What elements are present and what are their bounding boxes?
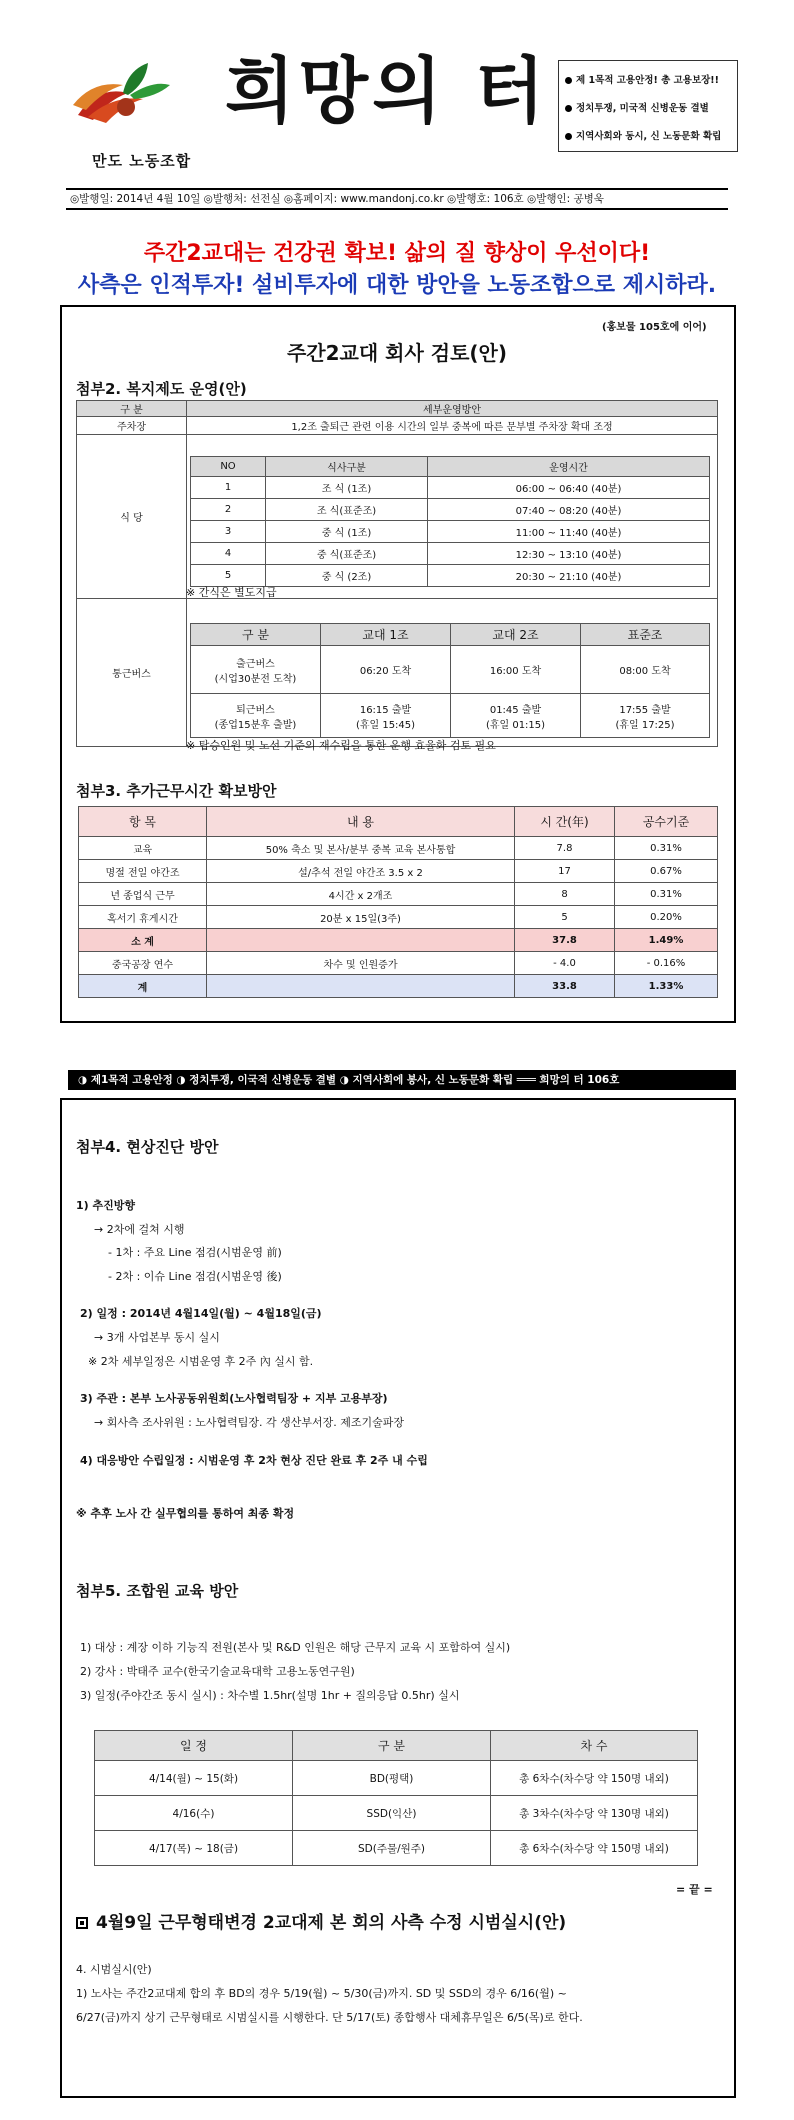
paragraph-line: 6/27(금)까지 상기 근무형태로 시범실시를 시행한다. 단 5/17(토) 종합행사 대체휴무일은 6/5(목)로 한다.	[76, 2011, 583, 2024]
table-header: 표준조	[581, 624, 710, 646]
table-cell	[207, 929, 515, 952]
table-header: 공수기준	[615, 807, 718, 837]
list-item: ※ 추후 노사 간 실무협의를 통하여 최종 확정	[76, 1507, 295, 1520]
table-header: 시 간(年)	[515, 807, 615, 837]
table-cell: 차수 및 인원증가	[207, 952, 515, 975]
table-cell: 조 식(표준조)	[266, 499, 428, 521]
table-cell: 1	[191, 477, 266, 499]
list-item: 3) 주관 : 본부 노사공동위원회(노사협력팀장 + 지부 고용부장)	[80, 1392, 388, 1405]
table-row	[79, 860, 718, 883]
table-cell: - 0.16%	[615, 952, 718, 975]
table-cell: 08:00 도착	[581, 646, 710, 694]
table-cell: 5	[191, 565, 266, 587]
table-cell: 계	[79, 975, 207, 998]
table-cell: 주차장	[77, 417, 187, 435]
table-cell: 1.49%	[615, 929, 718, 952]
table-cell: SD(주물/원주)	[293, 1831, 491, 1866]
section-title: 첨부2. 복지제도 운영(안)	[76, 380, 247, 398]
list-item: ※ 2차 세부일정은 시범운영 후 2주 內 실시 함.	[88, 1355, 314, 1368]
table-header: 차 수	[491, 1731, 698, 1761]
table-cell: 1,2조 출퇴근 관련 이용 시간의 일부 중복에 따른 문부별 주차장 확대 조정	[187, 417, 718, 435]
list-item: 1) 대상 : 계장 이하 기능직 전원(본사 및 R&D 인원은 해당 근무지 교육 시 포함하여 실시)	[80, 1641, 511, 1654]
table-header: 항 목	[79, 807, 207, 837]
table-cell: 20:30 ~ 21:10 (40분)	[428, 565, 710, 587]
table-cell: 17:55 출발 (휴일 17:25)	[581, 694, 710, 738]
table-cell: 4	[191, 543, 266, 565]
list-item: 4) 대응방안 수립일정 : 시범운영 후 2차 현상 진단 완료 후 2주 내 수립	[80, 1454, 428, 1467]
table-cell	[207, 975, 515, 998]
slogan-item: 제 1목적 고용안정! 총 고용보장!!	[565, 67, 731, 95]
table-cell: 12:30 ~ 13:10 (40분)	[428, 543, 710, 565]
table-header: 구 분	[191, 624, 321, 646]
table-cell: 17	[515, 860, 615, 883]
publication-info-bar: ◎발행일: 2014년 4월 10일 ◎발행처: 선전실 ◎홈페이지: www.mandonj.co.kr ◎발행호: 106호 ◎발행인: 공병욱	[66, 188, 728, 210]
paragraph-line: 1) 노사는 주간2교대제 합의 후 BD의 경우 5/19(월) ~ 5/30(금)까지. SD 및 SSD의 경우 6/16(월) ~	[76, 1987, 567, 2000]
list-item: → 2차에 걸쳐 시행	[94, 1223, 185, 1236]
table-cell: 총 3차수(차수당 약 130명 내외)	[491, 1796, 698, 1831]
table-cell: 총 6차수(차수당 약 150명 내외)	[491, 1831, 698, 1866]
bullet-icon	[565, 133, 572, 140]
table-cell: 0.31%	[615, 837, 718, 860]
table-row	[191, 646, 710, 694]
table-row	[79, 906, 718, 929]
table-cell: 01:45 출발 (휴일 01:15)	[451, 694, 581, 738]
table-cell: 0.67%	[615, 860, 718, 883]
table-row	[191, 477, 710, 499]
union-name: 만도 노동조합	[92, 152, 192, 170]
table-cell: SSD(익산)	[293, 1796, 491, 1831]
section-title: 첨부5. 조합원 교육 방안	[76, 1582, 239, 1600]
table-cell: BD(평택)	[293, 1761, 491, 1796]
table-header-row	[95, 1731, 698, 1761]
table-cell: 혹서기 휴게시간	[79, 906, 207, 929]
headline-blue: 사측은 인적투자! 설비투자에 대한 방안을 노동조합으로 제시하라.	[77, 273, 717, 298]
table-cell: 중 식 (1조)	[266, 521, 428, 543]
table-header-row	[79, 807, 718, 837]
table-row	[95, 1831, 698, 1866]
education-table	[94, 1730, 698, 1866]
list-item: 1) 추진방향	[76, 1199, 136, 1212]
table-header: NO	[191, 457, 266, 477]
table-cell: 06:00 ~ 06:40 (40분)	[428, 477, 710, 499]
total-row	[79, 975, 718, 998]
table-cell: 0.31%	[615, 883, 718, 906]
table-row	[191, 521, 710, 543]
table-cell: 명절 전일 야간조	[79, 860, 207, 883]
bus-note: ※ 탑승인원 및 노선 기준의 재수립을 통한 운행 효율화 검토 필요	[186, 739, 496, 752]
table-header: 식사구분	[266, 457, 428, 477]
table-cell: 년 종업식 근무	[79, 883, 207, 906]
table-cell: 5	[515, 906, 615, 929]
list-item: 3) 일정(주야간조 동시 실시) : 차수별 1.5hr(설명 1hr + 질의응답 0.5hr) 실시	[80, 1689, 460, 1702]
table-cell: 2	[191, 499, 266, 521]
table-cell: 교육	[79, 837, 207, 860]
table-cell: 4시간 x 2개조	[207, 883, 515, 906]
meal-table	[190, 456, 710, 587]
table-cell: 33.8	[515, 975, 615, 998]
table-cell: 37.8	[515, 929, 615, 952]
table-cell: 소 계	[79, 929, 207, 952]
review-title: 주간2교대 회사 검토(안)	[286, 341, 507, 365]
table-row	[95, 1761, 698, 1796]
list-item: 2) 강사 : 박태주 교수(한국기술교육대학 고용노동연구원)	[80, 1665, 355, 1678]
table-row	[79, 883, 718, 906]
table-cell: 4/17(목) ~ 18(금)	[95, 1831, 293, 1866]
table-row	[191, 543, 710, 565]
table-header: 구 분	[77, 401, 187, 417]
table-cell: 식 당	[77, 435, 187, 599]
slogan-item: 정치투쟁, 미국적 신병운동 결별	[565, 95, 731, 123]
table-row	[79, 837, 718, 860]
section-title: 첨부4. 현상진단 방안	[76, 1138, 219, 1156]
extra-hours-table	[78, 806, 718, 998]
continuation-note: (홍보물 105호에 이어)	[602, 322, 707, 333]
table-cell: 중국공장 연수	[79, 952, 207, 975]
table-header: 일 정	[95, 1731, 293, 1761]
table-header: 세부운영방안	[187, 401, 718, 417]
table-cell: 20분 x 15일(3주)	[207, 906, 515, 929]
table-cell: 중 식 (2조)	[266, 565, 428, 587]
table-cell: 50% 축소 및 본사/분부 중복 교육 본사통합	[207, 837, 515, 860]
table-header: 운영시간	[428, 457, 710, 477]
table-cell: 총 6차수(차수당 약 150명 내외)	[491, 1761, 698, 1796]
table-cell: 11:00 ~ 11:40 (40분)	[428, 521, 710, 543]
bus-table	[190, 623, 710, 738]
table-cell: 3	[191, 521, 266, 543]
list-item: - 2차 : 이슈 Line 점검(시범운영 後)	[108, 1270, 282, 1283]
table-cell: 중 식(표준조)	[266, 543, 428, 565]
union-logo	[68, 55, 178, 135]
meal-note: ※ 간식은 별도지급	[186, 586, 277, 599]
table-cell: 06:20 도착	[321, 646, 451, 694]
headline-red: 주간2교대는 건강권 확보! 삶의 질 향상이 우선이다!	[143, 241, 651, 266]
table-cell: 16:15 출발 (휴일 15:45)	[321, 694, 451, 738]
page-separator-banner: ◑ 제1목적 고용안정 ◑ 정치투쟁, 이국적 신병운동 결별 ◑ 지역사회에 봉사, 신 노동문화 확립 ═══ 희망의 터 106호	[68, 1070, 736, 1090]
list-item: 2) 일정 : 2014년 4월14일(월) ~ 4월18일(금)	[80, 1307, 322, 1320]
table-header: 내 용	[207, 807, 515, 837]
table-cell: 8	[515, 883, 615, 906]
table-cell: 조 식 (1조)	[266, 477, 428, 499]
pilot-plan-title: 4월9일 근무형태변경 2교대제 본 회의 사측 수정 시범실시(안)	[76, 1908, 566, 1933]
table-cell: 16:00 도착	[451, 646, 581, 694]
table-row	[191, 499, 710, 521]
bullet-icon	[565, 77, 572, 84]
table-cell: 출근버스 (시업30분전 도착)	[191, 646, 321, 694]
table-cell: 7.8	[515, 837, 615, 860]
table-row	[79, 952, 718, 975]
list-item: → 회사측 조사위원 : 노사협력팀장. 각 생산부서장. 제조기술파장	[94, 1416, 405, 1429]
table-row	[191, 694, 710, 738]
table-header: 교대 1조	[321, 624, 451, 646]
table-cell: 4/14(월) ~ 15(화)	[95, 1761, 293, 1796]
table-cell: 4/16(수)	[95, 1796, 293, 1831]
table-cell: 퇴근버스 (종업15분후 출발)	[191, 694, 321, 738]
bullet-icon	[565, 105, 572, 112]
square-bullet-icon	[76, 1917, 88, 1929]
end-mark: = 끝 =	[676, 1883, 713, 1896]
list-item: - 1차 : 주요 Line 점검(시범운영 前)	[108, 1246, 282, 1259]
section-title: 첨부3. 추가근무시간 확보방안	[76, 782, 277, 800]
table-cell: - 4.0	[515, 952, 615, 975]
slogan-item: 지역사회와 동시, 신 노동문화 확립	[565, 123, 731, 151]
table-header: 교대 2조	[451, 624, 581, 646]
table-header: 구 분	[293, 1731, 491, 1761]
table-cell: 통근버스	[77, 599, 187, 747]
list-item: → 3개 사업본부 동시 실시	[94, 1331, 220, 1344]
table-row	[95, 1796, 698, 1831]
table-cell: 07:40 ~ 08:20 (40분)	[428, 499, 710, 521]
slogan-box	[558, 60, 738, 152]
list-item: 4. 시범실시(안)	[76, 1963, 152, 1976]
newsletter-title: 희망의 터	[225, 48, 549, 133]
subtotal-row	[79, 929, 718, 952]
table-cell: 1.33%	[615, 975, 718, 998]
table-cell: 설/추석 전일 야간조 3.5 x 2	[207, 860, 515, 883]
table-cell: 0.20%	[615, 906, 718, 929]
